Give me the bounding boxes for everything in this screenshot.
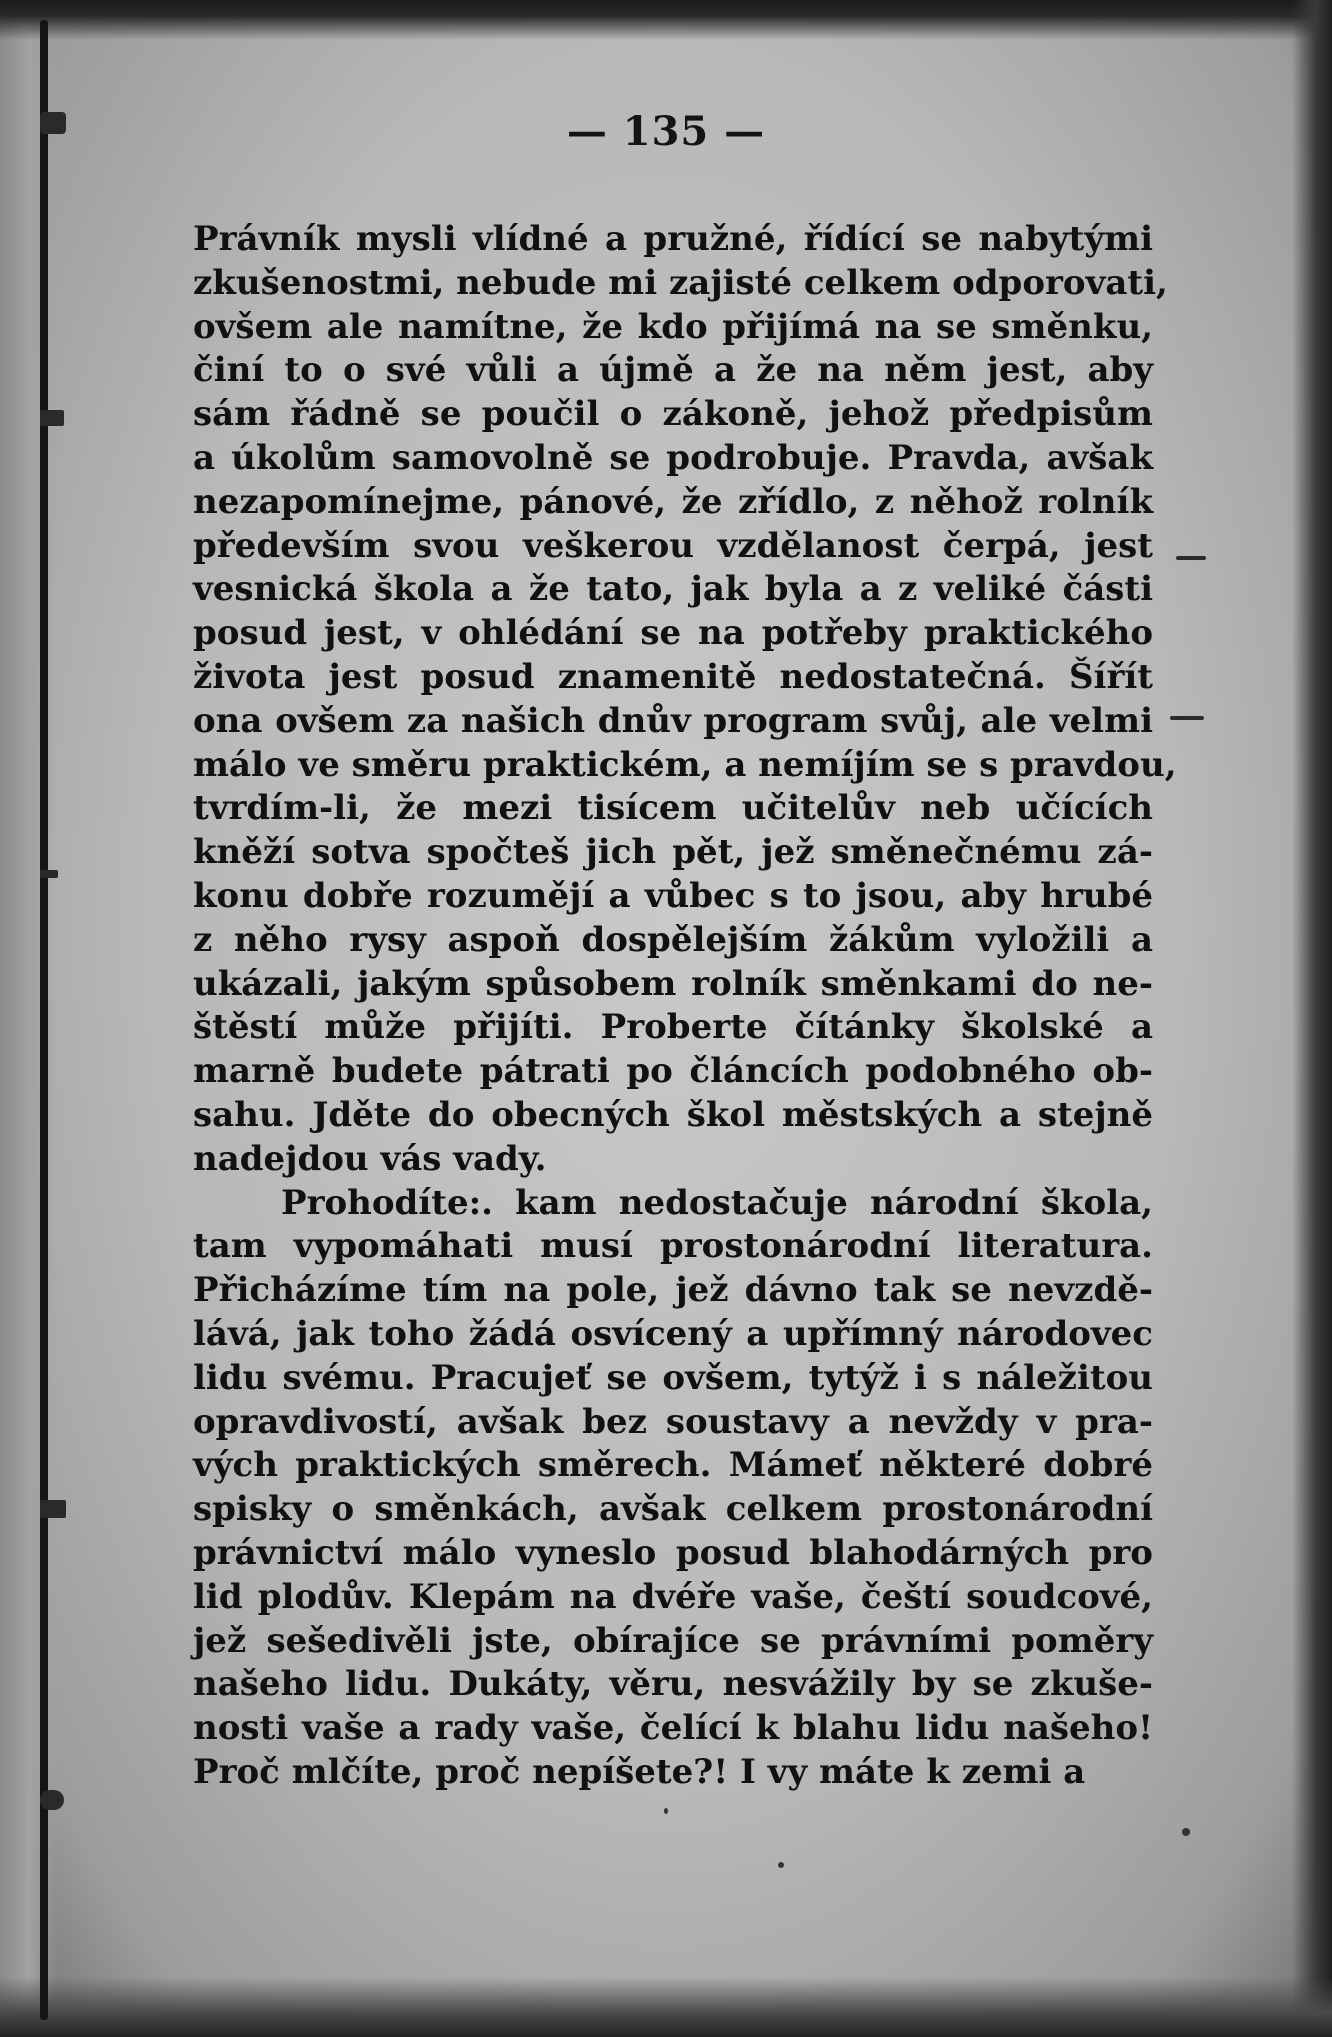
text-line: tam vypomáhati musí prostonárodní literatura. [193, 1226, 1153, 1267]
text-line: lidu svému. Pracujeť se ovšem, tytýž i s náležitou [193, 1357, 1153, 1398]
text-line: štěstí může přijíti. Proberte čítánky školské a [193, 1007, 1153, 1048]
binding-mark [40, 870, 58, 878]
binding-mark [40, 1790, 64, 1810]
text-line: nosti vaše a rady vaše, čelící k blahu lidu našeho! [193, 1708, 1153, 1749]
text-line: nadejdou vás vady. [193, 1138, 547, 1179]
text-line: zkušenostmi, nebude mi zajisté celkem odporovati, [193, 262, 1168, 303]
text-line: ovšem ale namítne, že kdo přijímá na se směnku, [193, 306, 1153, 347]
text-line: Prohodíte:. kam nedostačuje národní škola, [281, 1182, 1153, 1223]
text-line: kněží sotva spočteš jich pět, jež směnečnému zá- [193, 832, 1153, 873]
body-text [193, 218, 1177, 1795]
text-line: a úkolům samovolně se podrobuje. Pravda, avšak [193, 437, 1153, 478]
text-line: marně budete pátrati po článcích podobného ob- [193, 1051, 1153, 1092]
text-line: opravdivostí, avšak bez soustavy a nevždy v pra- [193, 1401, 1153, 1442]
text-line: právnictví málo vyneslo posud blahodárných pro [193, 1532, 1153, 1573]
scan-bottom-shadow [0, 1977, 1332, 2037]
paper-speck [778, 1862, 784, 1868]
text-line: z něho rysy aspoň dospělejším žákům vyložili a [193, 919, 1153, 960]
text-line: ona ovšem za našich dnův program svůj, ale velmi [193, 700, 1153, 741]
text-line: života jest posud znamenitě nedostatečná. Šířít [193, 656, 1153, 697]
binding-gutter-line [40, 20, 48, 2020]
text-line: sahu. Jděte do obecných škol městských a stejně [193, 1094, 1153, 1135]
margin-mark [1170, 716, 1204, 720]
text-line: Proč mlčíte, proč nepíšete?! I vy máte k zemi a [193, 1751, 1086, 1792]
scan-top-shadow [0, 0, 1332, 40]
paper-speck [664, 1808, 668, 1814]
text-line: spisky o směnkách, avšak celkem prostonárodní [193, 1489, 1153, 1530]
paper-speck [1182, 1828, 1190, 1836]
text-line: Právník mysli vlídné a pružné, řídící se nabytými [193, 219, 1153, 259]
text-line: posud jest, v ohlédání se na potřeby praktického [193, 613, 1153, 654]
paragraph [193, 1182, 1153, 1795]
text-line: především svou veškerou vzdělanost čerpá, jest [193, 525, 1153, 566]
binding-mark [40, 1500, 66, 1518]
page-left-edge [0, 0, 58, 2037]
text-line: vých praktických směrech. Mámeť některé dobré [193, 1445, 1153, 1486]
text-line: našeho lidu. Dukáty, věru, nesvážily by se zkuše- [193, 1664, 1153, 1705]
text-line: lid plodův. Klepám na dvéře vaše, čeští soudcové, [193, 1576, 1153, 1617]
text-line: vesnická škola a že tato, jak byla a z veliké části [193, 569, 1153, 610]
margin-mark [1176, 556, 1206, 560]
text-line: ukázali, jakým spůsobem rolník směnkami do ne- [193, 963, 1153, 1004]
scan-right-shadow [1292, 0, 1332, 2037]
page-number: — 135 — [566, 108, 766, 155]
text-line: jež sešedivěli jste, obírajíce se právními poměry [193, 1620, 1153, 1661]
text-line: sám řádně se poučil o zákoně, jehož předpisům [193, 394, 1153, 435]
binding-mark [40, 410, 64, 426]
text-line: málo ve směru praktickém, a nemíjím se s pravdou, [193, 744, 1177, 785]
text-line: nezapomínejme, pánové, že zřídlo, z něhož rolník [193, 481, 1153, 522]
text-line: Přicházíme tím na pole, jež dávno tak se nevzdě- [193, 1270, 1153, 1311]
text-line: tvrdím-li, že mezi tisícem učitelův neb učících [193, 788, 1153, 829]
text-line: konu dobře rozumějí a vůbec s to jsou, aby hrubé [193, 875, 1153, 916]
paragraph [193, 218, 1177, 1182]
text-line: lává, jak toho žádá osvícený a upřímný národovec [193, 1313, 1153, 1354]
text-line: činí to o své vůli a újmě a že na něm jest, aby [193, 350, 1153, 391]
